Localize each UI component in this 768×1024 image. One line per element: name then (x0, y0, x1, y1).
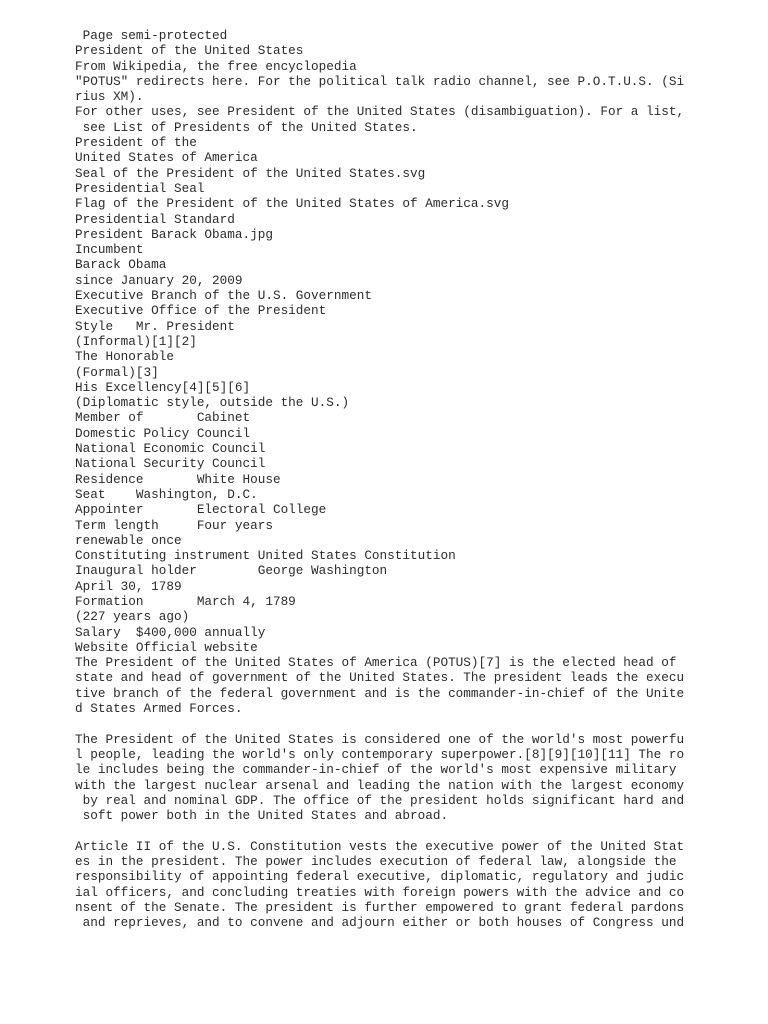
text-line: The Honorable (75, 349, 174, 365)
text-line: Style Mr. President (75, 318, 235, 334)
text-line: Appointer Electoral College (75, 502, 327, 518)
text-line: rius XM). (75, 89, 144, 105)
text-line: Flag of the President of the United States of America.svg (75, 196, 509, 212)
text-line: President of the United States (75, 43, 304, 59)
text-line: For other uses, see President of the United States (disambiguation). For a list, (75, 104, 685, 120)
text-line: United States of America (75, 150, 258, 166)
text-line: Term length Four years (75, 517, 273, 533)
text-line: Article II of the U.S. Constitution vests the executive power of the United Stat (75, 838, 685, 854)
text-line: His Excellency[4][5][6] (75, 379, 251, 395)
text-line: renewable once (75, 532, 182, 548)
text-line: (Diplomatic style, outside the U.S.) (75, 395, 350, 411)
text-line: (227 years ago) (75, 609, 190, 625)
text-line: with the largest nuclear arsenal and leading the nation with the largest economy (75, 777, 685, 793)
text-line: "POTUS" redirects here. For the political talk radio channel, see P.O.T.U.S. (Si (75, 73, 685, 89)
text-line: Incumbent (75, 242, 144, 258)
text-line: Presidential Seal (75, 180, 205, 196)
text-line: by real and nominal GDP. The office of the president holds significant hard and (75, 792, 685, 808)
text-line: Member of Cabinet (75, 410, 251, 426)
text-line (75, 823, 695, 838)
text-line: es in the president. The power includes execution of federal law, alongside the (75, 854, 677, 870)
text-line: President of the (75, 135, 197, 151)
text-line: Domestic Policy Council (75, 425, 251, 441)
text-line: President Barack Obama.jpg (75, 226, 273, 242)
text-line: (Informal)[1][2] (75, 333, 197, 349)
text-line: ial officers, and concluding treaties with foreign powers with the advice and co (75, 884, 685, 900)
document-text (75, 28, 695, 931)
text-line: tive branch of the federal government and is the commander-in-chief of the Unite (75, 685, 685, 701)
text-line: Page semi-protected (75, 28, 228, 43)
text-line: The President of the United States of America (POTUS)[7] is the elected head of (75, 655, 677, 671)
text-line: state and head of government of the United States. The president leads the execu (75, 670, 685, 686)
text-line: Seal of the President of the United States.svg (75, 165, 426, 181)
text-line: Inaugural holder George Washington (75, 563, 388, 579)
text-line: d States Armed Forces. (75, 701, 243, 717)
text-line: April 30, 1789 (75, 578, 182, 594)
text-line: Seat Washington, D.C. (75, 486, 258, 502)
text-line: Presidential Standard (75, 211, 235, 227)
text-line: Executive Branch of the U.S. Government (75, 288, 372, 304)
text-line: Constituting instrument United States Constitution (75, 548, 456, 564)
text-line: Barack Obama (75, 257, 167, 273)
text-line (75, 716, 695, 731)
text-line: Salary $400,000 annually (75, 624, 266, 640)
text-line: Website Official website (75, 639, 258, 655)
text-line: Formation March 4, 1789 (75, 593, 296, 609)
text-line: (Formal)[3] (75, 364, 159, 380)
text-line: since January 20, 2009 (75, 272, 243, 288)
text-line: National Economic Council (75, 441, 266, 457)
text-line: Residence White House (75, 471, 281, 487)
text-line: The President of the United States is considered one of the world's most powerfu (75, 731, 685, 747)
text-line: l people, leading the world's only contemporary superpower.[8][9][10][11] The ro (75, 746, 685, 762)
text-line: Executive Office of the President (75, 303, 327, 319)
text-line: From Wikipedia, the free encyclopedia (75, 58, 357, 74)
text-line: National Security Council (75, 456, 266, 472)
text-line: nsent of the Senate. The president is further empowered to grant federal pardons (75, 899, 685, 915)
text-line: le includes being the commander-in-chief of the world's most expensive military (75, 762, 677, 778)
text-line: and reprieves, and to convene and adjourn either or both houses of Congress und (75, 915, 685, 931)
text-line: see List of Presidents of the United States. (75, 119, 418, 135)
text-line: soft power both in the United States and abroad. (75, 808, 449, 824)
text-line: responsibility of appointing federal executive, diplomatic, regulatory and judic (75, 869, 685, 885)
